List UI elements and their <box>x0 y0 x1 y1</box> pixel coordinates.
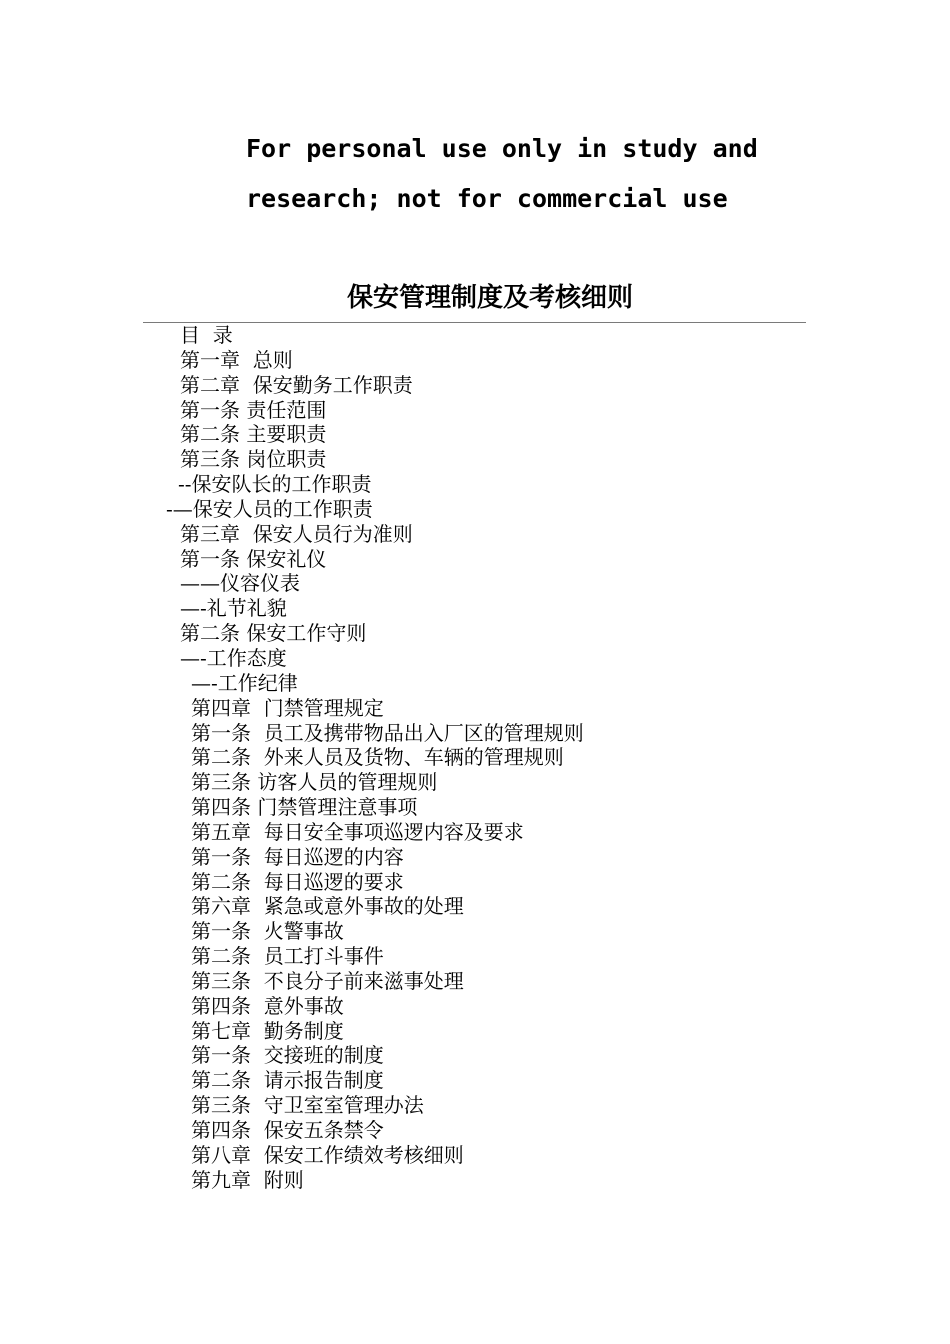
toc-entry-text: 第六章 紧急或意外事故的处理 <box>191 894 464 919</box>
document-title: 保安管理制度及考核细则 <box>346 283 633 313</box>
disclaimer-line-1: For personal use only in study and <box>246 134 758 163</box>
toc-entry-text: --保安队长的工作职责 <box>178 472 372 497</box>
toc-entry-text: ——仪容仪表 <box>180 571 300 596</box>
toc-entry <box>0 373 950 398</box>
toc-entry-text: 第四条 保安五条禁令 <box>191 1118 384 1142</box>
toc-entry <box>0 1093 950 1118</box>
toc-entry-text: 第二条 员工打斗事件 <box>191 944 384 969</box>
toc-entry-text: 第九章 附则 <box>191 1167 304 1192</box>
toc-entry <box>0 745 950 770</box>
toc-entry <box>0 994 950 1019</box>
toc-entry-text: 第二条 保安工作守则 <box>180 621 367 646</box>
toc-entry <box>0 919 950 944</box>
toc-entry-text: 第四章 门禁管理规定 <box>191 695 384 720</box>
toc-entry <box>0 323 950 348</box>
toc-entry-text: 第三条 岗位职责 <box>180 447 327 472</box>
toc-entry <box>0 398 950 423</box>
toc-entry <box>0 944 950 969</box>
toc-entry-text: 第二条 每日巡逻的要求 <box>191 869 404 894</box>
toc-entry <box>0 770 950 795</box>
toc-entry-text: 第二条 外来人员及货物、车辆的管理规则 <box>191 745 564 770</box>
toc-entry <box>0 795 950 820</box>
toc-entry-text: 第二条 请示报告制度 <box>191 1068 384 1093</box>
toc-entry <box>0 547 950 572</box>
toc-entry <box>0 497 950 522</box>
table-of-contents <box>0 323 950 1193</box>
toc-entry-text: 第一条 每日巡逻的内容 <box>191 844 404 869</box>
toc-entry-text: 第五章 每日安全事项巡逻内容及要求 <box>191 819 524 844</box>
toc-entry-text: 第三条 访客人员的管理规则 <box>191 770 438 795</box>
toc-entry <box>0 1043 950 1068</box>
toc-entry <box>0 646 950 671</box>
toc-entry-text: 第一条 保安礼仪 <box>180 546 327 571</box>
toc-entry-text: 第七章 勤务制度 <box>191 1018 344 1043</box>
toc-entry <box>0 696 950 721</box>
toc-entry <box>0 1168 950 1193</box>
toc-entry-text: 第二章 保安勤务工作职责 <box>180 372 413 397</box>
toc-entry <box>0 621 950 646</box>
toc-entry <box>0 894 950 919</box>
toc-entry <box>0 596 950 621</box>
toc-entry-text: 第一条 火警事故 <box>191 919 344 944</box>
toc-entry <box>0 721 950 746</box>
toc-entry-text: —-礼节礼貌 <box>180 596 287 621</box>
toc-entry-text: 第四条 意外事故 <box>191 993 344 1018</box>
toc-entry <box>0 422 950 447</box>
toc-entry-text: 第一条 员工及携带物品出入厂区的管理规则 <box>191 720 584 745</box>
toc-entry <box>0 522 950 547</box>
toc-entry <box>0 447 950 472</box>
toc-entry-text: 第三条 守卫室室管理办法 <box>191 1093 424 1118</box>
toc-entry <box>0 1118 950 1143</box>
toc-entry-text: 目 录 <box>180 323 233 347</box>
toc-entry-text: -—保安人员的工作职责 <box>166 496 373 521</box>
toc-entry <box>0 845 950 870</box>
toc-entry <box>0 571 950 596</box>
toc-entry-text: 第一条 责任范围 <box>180 397 327 422</box>
toc-entry <box>0 1143 950 1168</box>
toc-entry <box>0 472 950 497</box>
toc-entry-text: 第八章 保安工作绩效考核细则 <box>191 1142 464 1167</box>
toc-entry <box>0 671 950 696</box>
toc-entry-text: 第三条 不良分子前来滋事处理 <box>191 968 464 993</box>
toc-entry-text: 第一章 总则 <box>180 347 293 372</box>
toc-entry <box>0 870 950 895</box>
toc-entry-text: 第四条 门禁管理注意事项 <box>191 795 418 820</box>
toc-entry-text: 第二条 主要职责 <box>180 422 327 447</box>
toc-entry <box>0 1068 950 1093</box>
toc-entry <box>0 969 950 994</box>
toc-entry <box>0 1019 950 1044</box>
toc-entry-text: —-工作纪律 <box>191 670 298 695</box>
toc-entry-text: 第三章 保安人员行为准则 <box>180 521 413 546</box>
toc-entry <box>0 348 950 373</box>
toc-entry <box>0 820 950 845</box>
disclaimer-line-2: research; not for commercial use <box>246 184 728 213</box>
toc-entry-text: —-工作态度 <box>180 645 287 670</box>
toc-entry-text: 第一条 交接班的制度 <box>191 1043 384 1068</box>
